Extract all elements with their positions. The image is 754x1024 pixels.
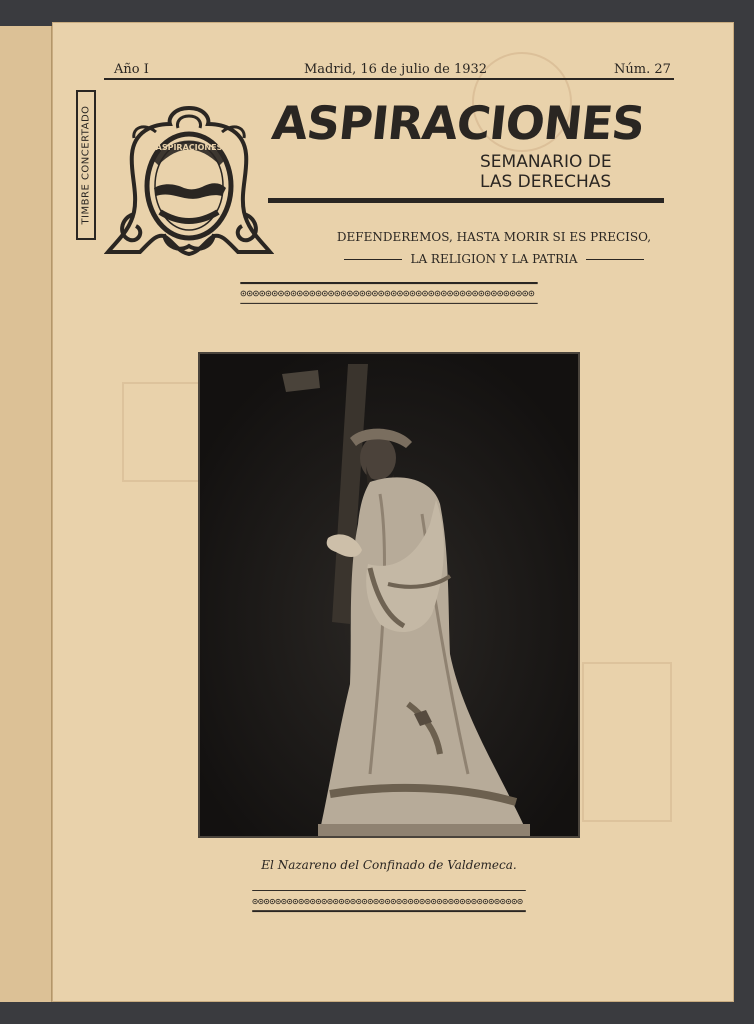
- border-circle-dot: [449, 293, 451, 295]
- border-circle-dot: [398, 901, 400, 903]
- border-circle-dot: [479, 901, 481, 903]
- border-circle-dot: [416, 901, 418, 903]
- subtitle-line-2: LAS DERECHAS: [480, 172, 612, 192]
- border-circle-dot: [318, 293, 320, 295]
- border-circle-dot: [268, 293, 270, 295]
- border-circle-dot: [243, 293, 245, 295]
- issue-year: Año I: [114, 62, 149, 77]
- border-circle-dot: [439, 901, 441, 903]
- masthead-subtitle: [480, 152, 680, 192]
- border-circle-dot: [424, 293, 426, 295]
- border-circle-dot: [249, 293, 251, 295]
- border-circle-dot: [487, 293, 489, 295]
- border-circle-dot: [496, 901, 498, 903]
- issue-number: Núm. 27: [614, 62, 671, 77]
- border-circle-dot: [468, 293, 470, 295]
- border-circle-dot: [499, 293, 501, 295]
- border-circle-dot: [506, 293, 508, 295]
- border-circle-dot: [493, 293, 495, 295]
- photo-image: [200, 354, 578, 836]
- border-circles: [241, 291, 534, 296]
- border-circle-dot: [450, 901, 452, 903]
- border-circle-dot: [427, 901, 429, 903]
- border-circle-dot: [412, 293, 414, 295]
- border-circle-dot: [272, 901, 274, 903]
- border-circle-dot: [399, 293, 401, 295]
- newspaper-page: [52, 22, 734, 1002]
- border-circle-dot: [410, 901, 412, 903]
- border-circles: [253, 899, 522, 903]
- border-circle-dot: [346, 901, 348, 903]
- border-circle-dot: [474, 293, 476, 295]
- border-circle-dot: [370, 901, 372, 903]
- border-circle-dot: [508, 901, 510, 903]
- border-circle-dot: [352, 901, 354, 903]
- previous-page-edge: [0, 26, 52, 1002]
- border-circle-dot: [261, 293, 263, 295]
- border-circle-dot: [375, 901, 377, 903]
- stamp-box: [76, 90, 96, 240]
- border-circle-dot: [368, 293, 370, 295]
- border-circle-dot: [335, 901, 337, 903]
- border-circle-dot: [443, 293, 445, 295]
- border-circle-dot: [524, 293, 526, 295]
- border-circle-dot: [490, 901, 492, 903]
- ornamental-border-bottom: [104, 890, 674, 914]
- border-circle-dot: [349, 293, 351, 295]
- border-circle-dot: [311, 293, 313, 295]
- border-circle-dot: [266, 901, 268, 903]
- border-circle-dot: [280, 293, 282, 295]
- border-circle-dot: [393, 901, 395, 903]
- emblem-text: ASPIRACIONES: [155, 143, 223, 152]
- border-circle-dot: [343, 293, 345, 295]
- border-circle-dot: [286, 293, 288, 295]
- border-circle-dot: [300, 901, 302, 903]
- bleed-through-shape: [582, 662, 672, 822]
- border-circle-dot: [437, 293, 439, 295]
- border-circle-dot: [324, 293, 326, 295]
- border-circle-dot: [485, 901, 487, 903]
- ornamental-border-top: [104, 282, 674, 306]
- motto-line-2: LA RELIGION Y LA PATRIA: [336, 248, 651, 270]
- border-circle-dot: [430, 293, 432, 295]
- border-circle-dot: [299, 293, 301, 295]
- border-circle-dot: [518, 293, 520, 295]
- border-circle-dot: [283, 901, 285, 903]
- border-circle-dot: [455, 293, 457, 295]
- emblem: [104, 102, 274, 262]
- border-circle-dot: [306, 901, 308, 903]
- border-circle-dot: [330, 293, 332, 295]
- border-circle-dot: [462, 901, 464, 903]
- dateline: Madrid, 16 de julio de 1932: [304, 62, 488, 77]
- header-rule: [104, 78, 674, 80]
- subtitle-line-1: SEMANARIO DE: [480, 152, 612, 172]
- masthead-title: ASPIRACIONES: [269, 96, 647, 150]
- border-circle-dot: [404, 901, 406, 903]
- border-circle-dot: [274, 293, 276, 295]
- border-circle-dot: [467, 901, 469, 903]
- border-circle-dot: [362, 293, 364, 295]
- border-circle-dot: [381, 901, 383, 903]
- border-circle-dot: [295, 901, 297, 903]
- border-circle-dot: [364, 901, 366, 903]
- border-circle-dot: [337, 293, 339, 295]
- border-circle-dot: [293, 293, 295, 295]
- border-circle-dot: [305, 293, 307, 295]
- motto-line-1: DEFENDEREMOS, HASTA MORIR SI ES PRECISO,: [336, 230, 652, 244]
- border-circle-dot: [456, 901, 458, 903]
- border-circle-dot: [393, 293, 395, 295]
- border-circle-dot: [512, 293, 514, 295]
- border-circle-dot: [444, 901, 446, 903]
- border-circle-dot: [462, 293, 464, 295]
- border-circle-dot: [433, 901, 435, 903]
- border-circle-dot: [418, 293, 420, 295]
- border-circle-dot: [260, 901, 262, 903]
- border-circle-dot: [329, 901, 331, 903]
- masthead-rule: [268, 198, 664, 203]
- border-circle-dot: [355, 293, 357, 295]
- border-circle-dot: [254, 901, 256, 903]
- photo-caption: El Nazareno del Confinado de Valdemeca.: [261, 858, 517, 872]
- border-circle-dot: [289, 901, 291, 903]
- emblem-graphic: [104, 102, 274, 262]
- stamp-text: TIMBRE CONCERTADO: [80, 105, 92, 225]
- border-circle-dot: [387, 293, 389, 295]
- border-circle-dot: [318, 901, 320, 903]
- border-circle-dot: [405, 293, 407, 295]
- border-circle-dot: [277, 901, 279, 903]
- motto: [314, 226, 674, 270]
- border-circle-dot: [312, 901, 314, 903]
- border-circle-dot: [374, 293, 376, 295]
- border-circle-dot: [519, 901, 521, 903]
- border-circle-dot: [502, 901, 504, 903]
- border-circle-dot: [323, 901, 325, 903]
- main-photo: [198, 352, 580, 838]
- border-circle-dot: [341, 901, 343, 903]
- border-circle-dot: [380, 293, 382, 295]
- border-circle-dot: [421, 901, 423, 903]
- border-circle-dot: [531, 293, 533, 295]
- border-circle-dot: [255, 293, 257, 295]
- border-circle-dot: [358, 901, 360, 903]
- border-circle-dot: [473, 901, 475, 903]
- border-circle-dot: [514, 901, 516, 903]
- border-circle-dot: [387, 901, 389, 903]
- border-circle-dot: [481, 293, 483, 295]
